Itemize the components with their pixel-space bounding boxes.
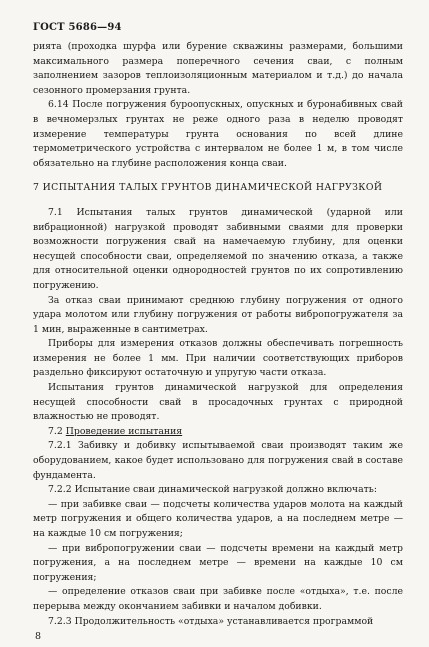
- page-body: [33, 40, 403, 629]
- paragraph-7-1: 7.1 Испытания талых грунтов динамической (ударной или вибрационной) нагрузкой проводят забивными сваями для проверки возможности погружения свай на намечаемую глубину, для оценки несущей способности сваи, определяемой по значению отказа, а также для относительной оценки однородностей грунтов по их сопротивлению погружению.: [33, 206, 403, 291]
- paragraph-continuation: рията (проходка шурфа или бурение скважины размерами, большими максимального размера поперечного сечения сваи, с полным заполнением зазоров теплоизоляционным материалом и т.д.) до начала сезонного промерзания грунта.: [33, 41, 403, 96]
- subsection-heading-7-2: [33, 425, 403, 440]
- paragraph-refusal-definition: За отказ сваи принимают среднюю глубину погружения от одного удара молотом или глубину погружения от работы вибропогружателя за 1 мин, выраженные в сантиметрах.: [33, 294, 403, 335]
- paragraph-7-2-2: 7.2.2 Испытание сваи динамической нагрузкой должно включать:: [48, 484, 377, 496]
- section-heading-7: 7 ИСПЫТАНИЯ ТАЛЫХ ГРУНТОВ ДИНАМИЧЕСКОЙ НАГРУЗКОЙ: [33, 182, 383, 194]
- paragraph-instruments: Приборы для измерения отказов должны обеспечивать погрешность измерения не более 1 мм. При наличии соответствующих приборов раздельно фиксируют остаточную и упругую части отказа.: [33, 338, 403, 379]
- paragraph-7-2-3: 7.2.3 Продолжительность «отдыха» устанавливается программой: [48, 615, 374, 627]
- subsection-title: Проведение испытания: [65, 425, 183, 437]
- list-item-driving: — при забивке сваи — подсчеты количества ударов молота на каждый метр погружения и общего количества ударов, а на последнем метре — на каждые 10 см погружения;: [33, 498, 403, 539]
- paragraph-7-2-1: 7.2.1 Забивку и добивку испытываемой сваи производят таким же оборудованием, какое будет использовано для погружения свай в составе фундамента.: [33, 440, 403, 481]
- subsection-number: 7.2: [48, 425, 63, 437]
- paragraph-subsidence-soils: Испытания грунтов динамической нагрузкой для определения несущей способности свай в просадочных грунтах с природной влажностью не проводят.: [33, 382, 403, 423]
- page-header-standard-code: ГОСТ 5686—94: [33, 22, 122, 33]
- list-item-refusal-after-rest: — определение отказов сваи при забивке после «отдыха», т.е. после перерыва между окончанием забивки и началом добивки.: [33, 586, 403, 612]
- paragraph-6-14: 6.14 После погружения буроопускных, опускных и буронабивных свай в вечномерзлых грунтах не реже одного раза в неделю проводят измерение температуры грунта основания по всей длине термометрического устройства с интервалом не более 1 м, в том числе обязательно на глубине расположения конца сваи.: [33, 99, 403, 169]
- page-number: 8: [35, 631, 42, 642]
- list-item-vibration: — при вибропогружении сваи — подсчеты времени на каждый метр погружения, а на последнем метре — времени на каждые 10 см погружения;: [33, 542, 403, 583]
